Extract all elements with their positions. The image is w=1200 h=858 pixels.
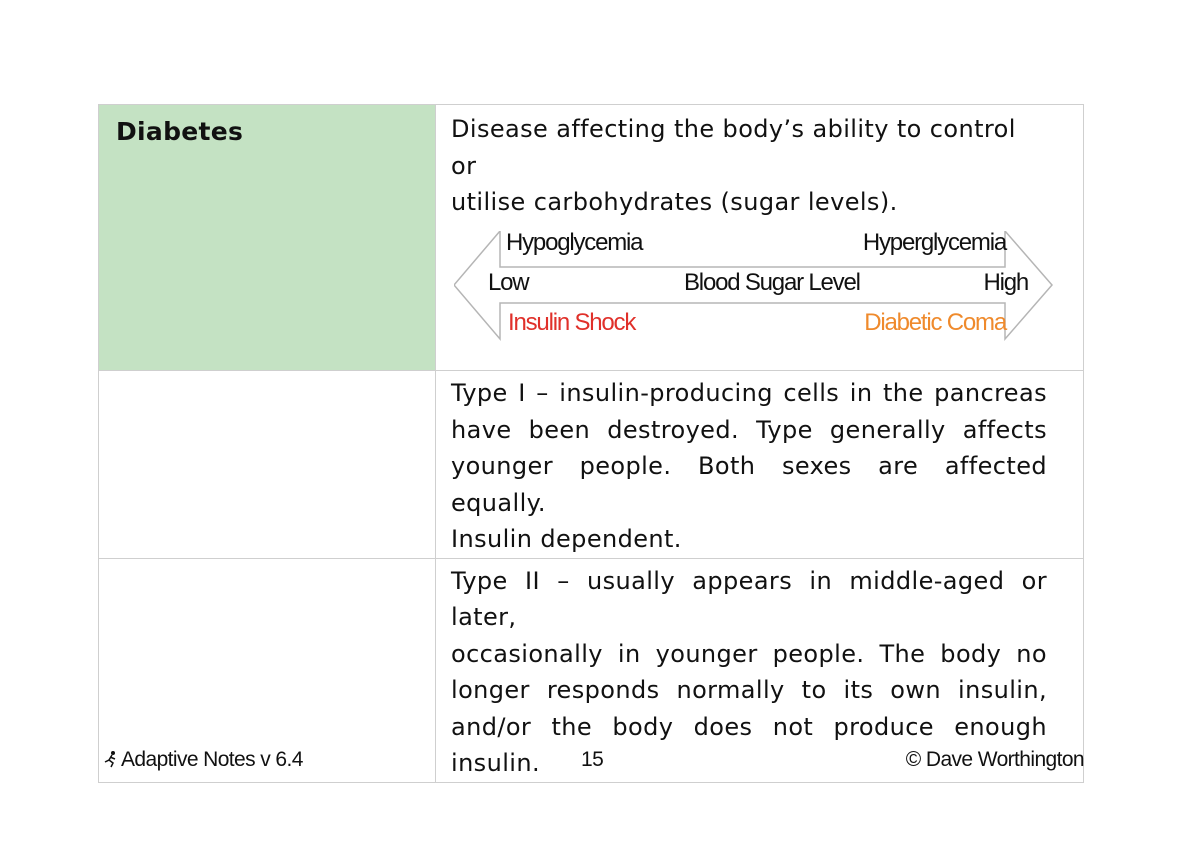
definition-cell	[436, 371, 1084, 559]
blood-sugar-scale	[454, 228, 1054, 349]
definition-line: occasionally in younger people. The body no	[451, 639, 1047, 668]
definition-text	[436, 105, 1083, 221]
term-title: Diabetes	[116, 117, 244, 146]
definition-line: and/or the body does not produce enough insulin.	[451, 712, 1047, 777]
scale-center: Blood Sugar Level	[684, 268, 860, 296]
footer-app-version: Adaptive Notes v 6.4	[121, 748, 303, 771]
definition-line: have been destroyed. Type generally affects	[451, 415, 1047, 444]
footer-copyright: © Dave Worthington	[905, 748, 1084, 771]
table-row	[99, 371, 1084, 559]
scale-top-left: Hypoglycemia	[506, 228, 643, 256]
definition-line: Type II – usually appears in middle-aged or later,	[451, 566, 1047, 631]
definition-line: Disease affecting the body’s ability to control or	[451, 115, 1016, 180]
term-cell	[99, 105, 436, 371]
scale-bottom-left: Insulin Shock	[508, 308, 636, 336]
term-cell-empty	[99, 371, 436, 559]
definition-cell	[436, 105, 1084, 371]
scale-right-end: High	[983, 268, 1028, 296]
definition-line: longer responds normally to its own insulin,	[451, 676, 1047, 704]
notes-table	[98, 104, 1084, 783]
footer-left	[104, 748, 303, 772]
definition-line: Type I – insulin-producing cells in the pancreas	[451, 379, 1047, 407]
table-row	[99, 105, 1084, 371]
definition-text	[436, 371, 1083, 558]
definition-line: Insulin dependent.	[451, 525, 682, 553]
page-number: 15	[581, 748, 604, 771]
scale-bottom-right: Diabetic Coma	[864, 308, 1006, 336]
definition-line: utilise carbohydrates (sugar levels).	[451, 188, 898, 216]
definition-line: younger people. Both sexes are affected equally.	[451, 452, 1047, 517]
scale-top-right: Hyperglycemia	[862, 228, 1006, 256]
scale-left-end: Low	[488, 268, 529, 296]
runner-logo-icon	[104, 750, 118, 768]
